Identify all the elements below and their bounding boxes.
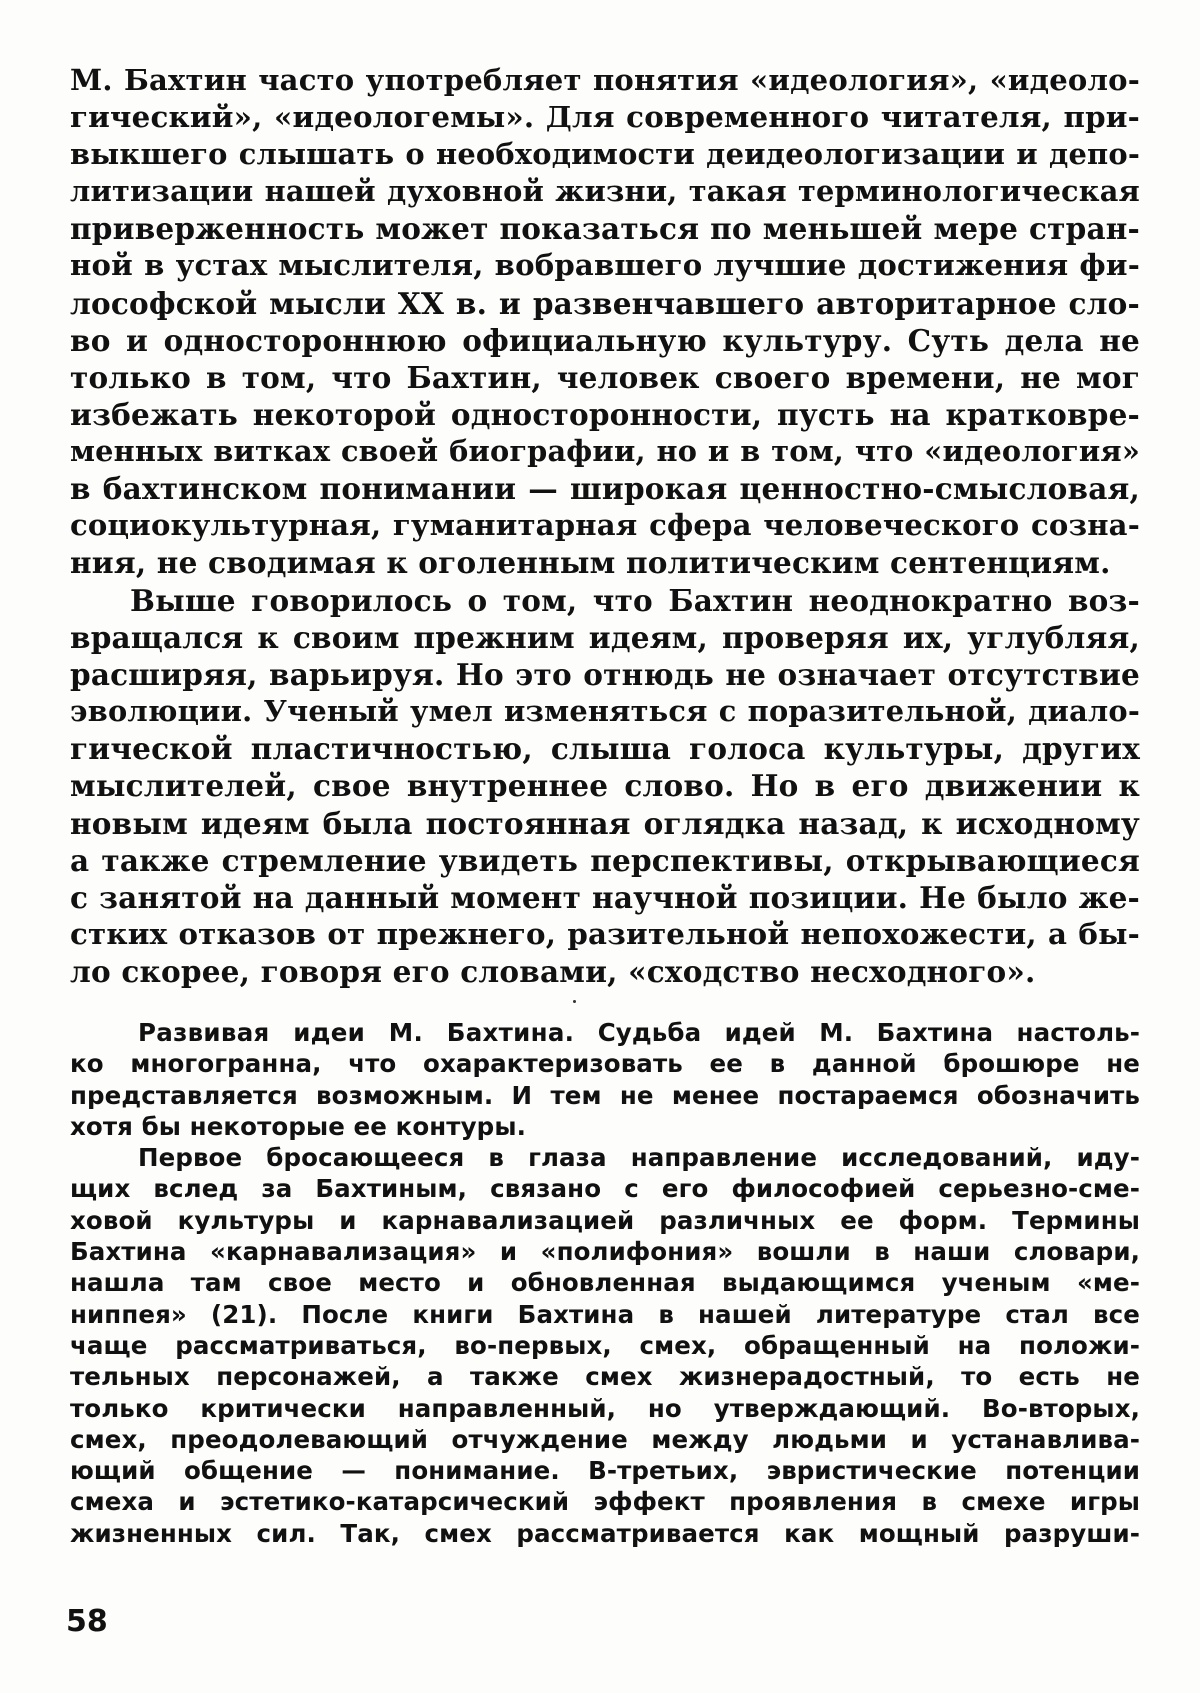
paragraph-evolution (70, 582, 1140, 990)
text-line (70, 1017, 1140, 1048)
text-line: тельных персонажей, а также смех жизнерадостный, то есть не (70, 1362, 1140, 1392)
text-line: Первое бросающееся в глаза направление исследований, иду- (138, 1143, 1140, 1173)
text-line: менных витках своей биографии, но и в том, что «идеология» (70, 433, 1140, 468)
text-line: во и одностороннюю официальную культуру. Суть дела не (70, 322, 1140, 358)
text-line: чаще рассматриваться, во-первых, смех, обращенный на положи- (70, 1330, 1140, 1360)
text-line: Бахтина «карнавализация» и «полифония» вошли в наши словари, (70, 1237, 1140, 1267)
text-line: стких отказов от прежнего, разительной непохожести, а бы- (70, 916, 1140, 951)
text-line: приверженность может показаться по меньшей мере стран- (70, 211, 1140, 247)
text-line: нашла там свое место и обновленная выдающимся ученым «ме- (70, 1268, 1140, 1298)
text-line: ховой культуры и карнавализацией различных ее форм. Термины (70, 1205, 1140, 1235)
text-line: смеха и эстетико-катарсический эффект проявления в смехе игры (70, 1487, 1140, 1517)
text-line: в бахтинском понимании — широкая ценностно-смысловая, (70, 471, 1140, 507)
paragraph-ideology (70, 62, 1140, 581)
text-line: М. Бахтин часто употребляет понятия «идеология», «идеоло- (70, 63, 1140, 97)
text-line: ной в устах мыслителя, вобравшего лучшие достижения фи- (70, 248, 1140, 283)
text-line: эволюции. Ученый умел изменяться с поразительной, диало- (70, 694, 1140, 729)
text-line: мыслителей, свое внутреннее слово. Но в его движении к (70, 768, 1140, 804)
text-line: а также стремление увидеть перспективы, открывающиеся (70, 842, 1140, 878)
section-heading: Развивая идеи М. Бахтина. (138, 1018, 575, 1047)
text-line: ло скорее, говоря его словами, «сходство несходного». (70, 953, 1036, 989)
text-line: только критически направленный, но утверждающий. Во-вторых, (70, 1393, 1140, 1423)
text-line: расширяя, варьируя. Но это отнюдь не означает отсутствие (70, 657, 1140, 693)
text-line: выкшего слышать о необходимости деидеологизации и депо- (70, 137, 1140, 172)
text-line: вращался к своим прежним идеям, проверяя их, углубляя, (70, 620, 1140, 656)
text-line: избежать некоторой односторонности, пусть на кратковре- (70, 396, 1140, 432)
text-line: смех, преодолевающий отчуждение между людьми и устанавлива- (70, 1424, 1140, 1454)
text-line: ко многогранна, что охарактеризовать ее в данной брошюре не (70, 1049, 1140, 1079)
text-line: лософской мысли XX в. и развенчавшего авторитарное сло- (70, 285, 1140, 321)
section-divider (573, 1000, 576, 1003)
text-line: ющий общение — понимание. В-третьих, эвристические потенции (70, 1456, 1140, 1486)
page-number: 58 (66, 1604, 108, 1639)
text-line: социокультурная, гуманитарная сфера человеческого созна- (70, 508, 1140, 543)
section-heading-continuation: Судьба идей М. Бахтина настоль- (574, 1018, 1140, 1047)
text-line: литизации нашей духовной жизни, такая терминологическая (70, 174, 1140, 209)
section-developing-ideas (70, 1017, 1140, 1549)
text-line: гической пластичностью, слыша голоса культуры, других (70, 731, 1140, 767)
text-line: хотя бы некоторые ее контуры. (70, 1111, 526, 1141)
text-line: Выше говорилось о том, что Бахтин неоднократно воз- (130, 583, 1140, 618)
text-line: новым идеям была постоянная оглядка назад, к исходному (70, 805, 1140, 841)
text-line: жизненных сил. Так, смех рассматривается как мощный разруши- (70, 1518, 1140, 1548)
text-line: гический», «идеологемы». Для современного читателя, при- (70, 100, 1140, 135)
text-line: щих вслед за Бахтиным, связано с его философией серьезно-сме- (70, 1174, 1140, 1204)
text-line: представляется возможным. И тем не менее постараемся обозначить (70, 1080, 1140, 1110)
text-line: только в том, что Бахтин, человек своего времени, не мог (70, 359, 1140, 395)
text-line: ния, не сводимая к оголенным политическим сентенциям. (70, 545, 1111, 581)
text-line: с занятой на данный момент научной позиции. Не было же- (70, 879, 1140, 915)
text-line: ниппея» (21). После книги Бахтина в нашей литературе стал все (70, 1299, 1140, 1329)
